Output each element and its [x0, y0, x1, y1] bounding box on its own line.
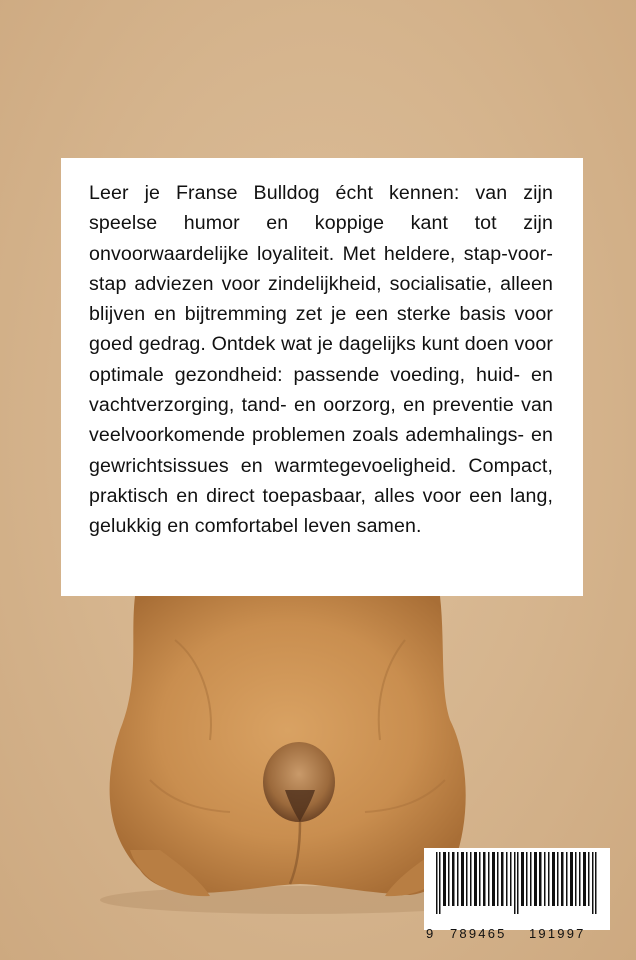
back-cover-blurb: Leer je Franse Bulldog écht kennen: van zijn speelse humor en koppige kant tot zijn onvoorwaardelijke loyaliteit. Met heldere, stap-voor-stap adviezen voor zindelijkheid, socialisatie, alleen blijven en bijtremming zet je een sterke basis voor goed gedrag. Ontdek wat je dagelijks kunt doen voor optimale gezondheid: passende voeding, huid- en vachtverzorging, tand- en oorzorg, en preventie van veelvoorkomende problemen zoals ademhalings- en gewrichtsissues en warmtegevoeligheid. Compact, praktisch en direct toepasbaar, alles voor een lang, gelukkig en comfortabel leven samen. — [89, 182, 553, 538]
isbn-right-group: 191997 — [529, 926, 586, 941]
barcode-bars — [424, 848, 610, 914]
isbn-left-group: 789465 — [450, 926, 507, 941]
isbn-first-digit: 9 — [426, 926, 434, 941]
back-cover-blurb-box — [61, 158, 583, 596]
isbn-barcode — [424, 848, 610, 941]
